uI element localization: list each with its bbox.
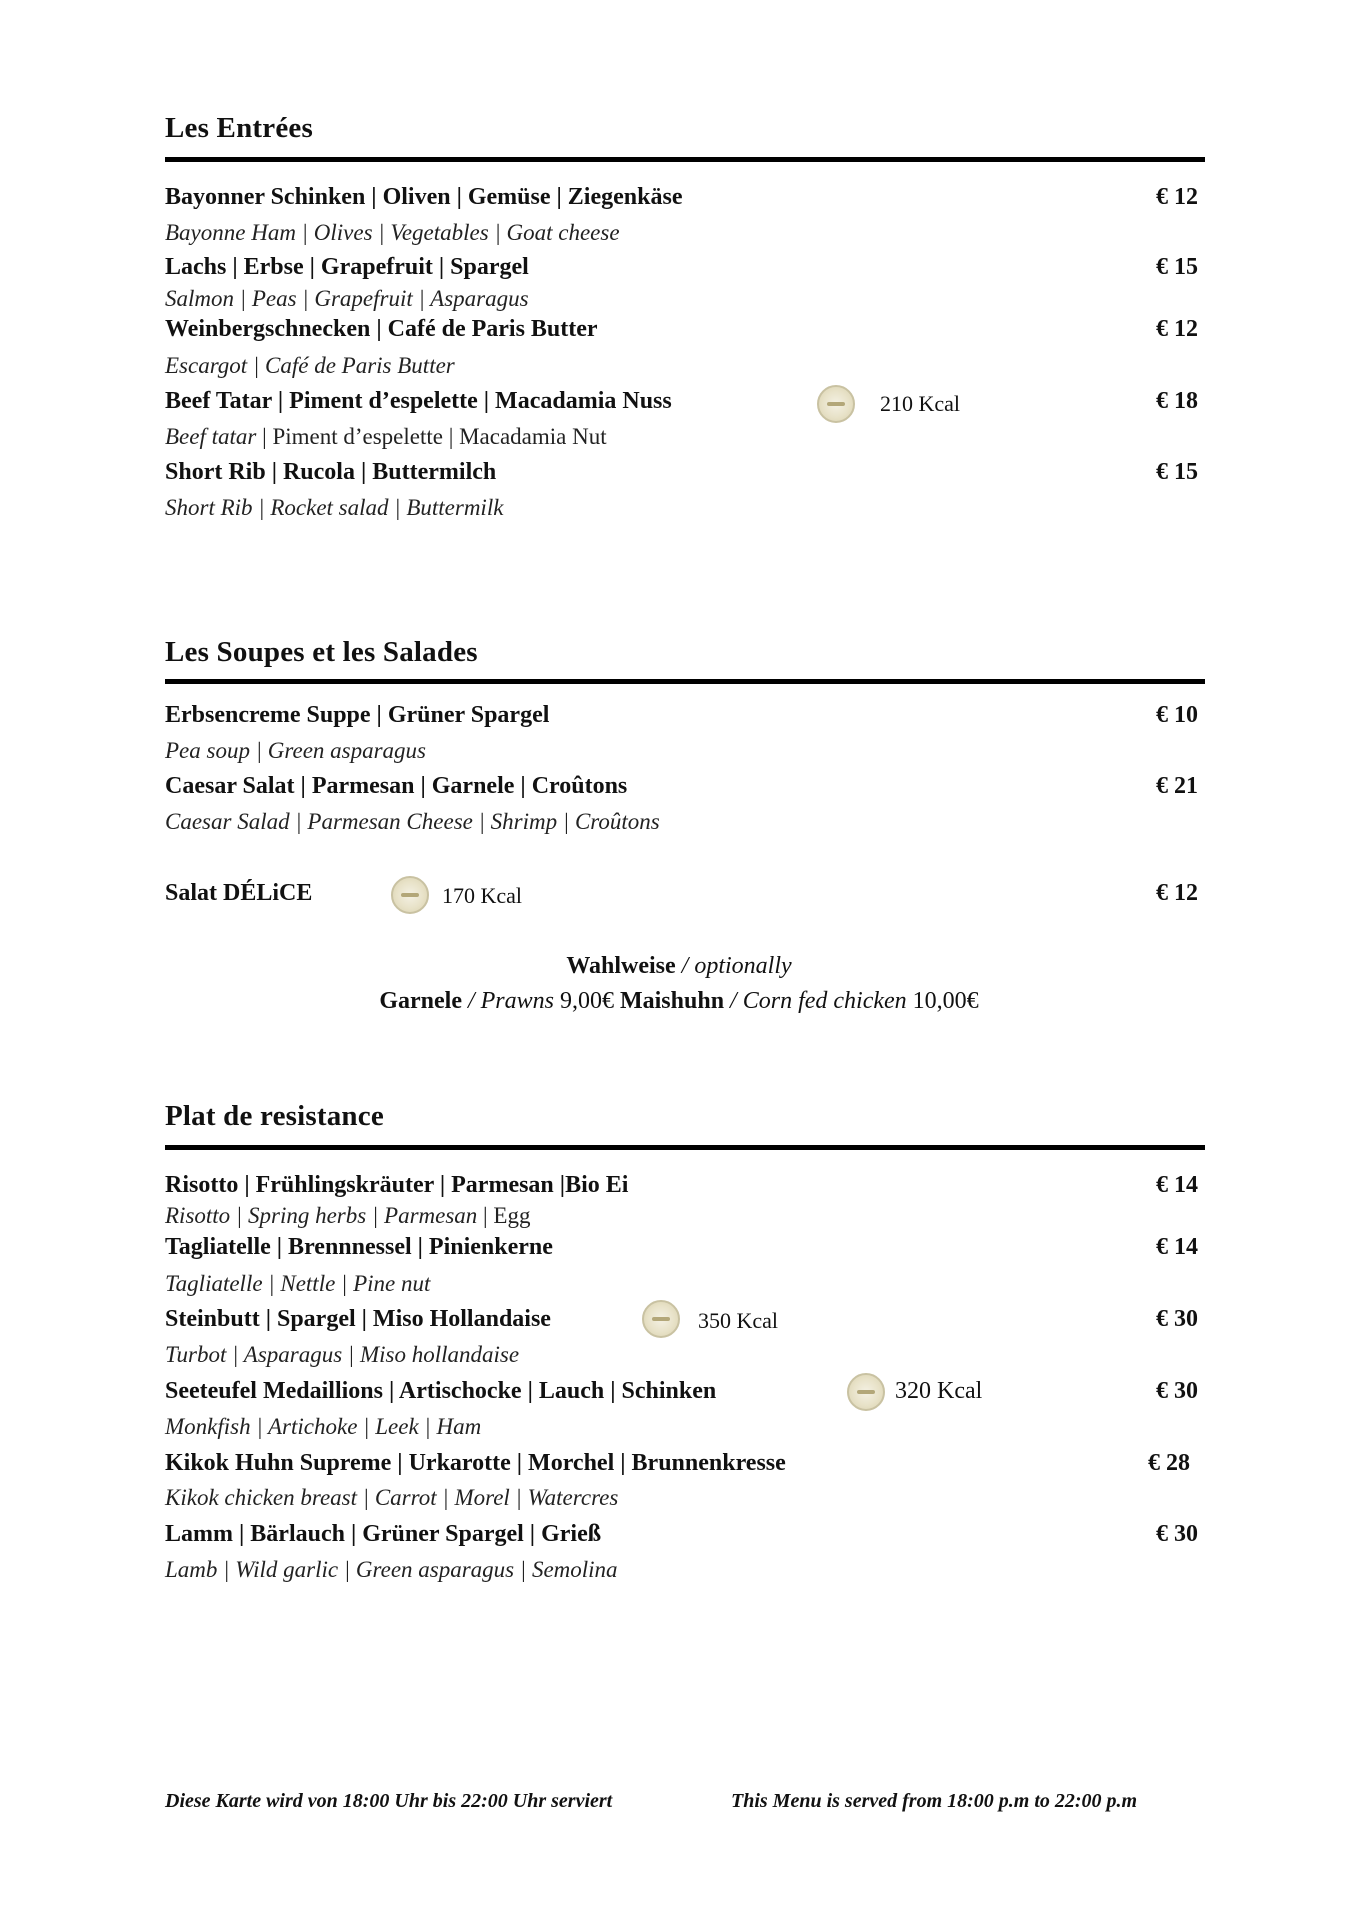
footer-serving-hours-en: This Menu is served from 18:00 p.m to 22:00 p.m <box>731 1790 1138 1812</box>
dish-translation: Salmon | Peas | Grapefruit | Asparagus <box>165 286 529 311</box>
seal-icon <box>642 1300 680 1338</box>
dish-price: € 30 <box>1156 1521 1198 1547</box>
dish-price: € 15 <box>1156 459 1198 485</box>
dish-price: € 30 <box>1156 1378 1198 1404</box>
dish-translation: Pea soup | Green asparagus <box>165 738 427 763</box>
dish-name: Caesar Salat | Parmesan | Garnele | Croûtons <box>165 773 628 799</box>
dish-name: Kikok Huhn Supreme | Urkarotte | Morchel | Brunnenkresse <box>165 1450 786 1476</box>
dish-translation: Short Rib | Rocket salad | Buttermilk <box>165 495 504 520</box>
calorie-label: 350 Kcal <box>698 1308 779 1333</box>
dish-name: Beef Tatar | Piment d’espelette | Macadamia Nuss <box>165 388 672 414</box>
dish-price: € 18 <box>1156 388 1198 414</box>
section-title-soups-salads: Les Soupes et les Salades <box>165 636 478 668</box>
calorie-label: 320 Kcal <box>895 1378 983 1404</box>
dish-price: € 21 <box>1156 773 1198 799</box>
dish-price: € 12 <box>1156 316 1198 342</box>
optional-addons-list: Garnele / Prawns 9,00€ Maishuhn / Corn fed chicken 10,00€ <box>379 988 979 1014</box>
dish-translation: Monkfish | Artichoke | Leek | Ham <box>165 1414 482 1439</box>
dish-price: € 30 <box>1156 1306 1198 1332</box>
seal-icon <box>391 876 429 914</box>
footer-serving-hours-de: Diese Karte wird von 18:00 Uhr bis 22:00 Uhr serviert <box>165 1790 613 1812</box>
dish-translation: Escargot | Café de Paris Butter <box>165 353 455 378</box>
dish-name: Bayonner Schinken | Oliven | Gemüse | Ziegenkäse <box>165 184 683 210</box>
dish-price: € 28 <box>1148 1450 1190 1476</box>
dish-name: Lachs | Erbse | Grapefruit | Spargel <box>165 254 529 280</box>
section-divider <box>165 1145 1205 1150</box>
dish-name: Lamm | Bärlauch | Grüner Spargel | Grieß <box>165 1521 602 1547</box>
dish-translation: Kikok chicken breast | Carrot | Morel | Watercres <box>165 1485 619 1510</box>
dish-translation: Beef tatar | Piment d’espelette | Macadamia Nut <box>165 424 607 449</box>
dish-price: € 12 <box>1156 880 1198 906</box>
dish-price: € 14 <box>1156 1172 1198 1198</box>
dish-name: Salat DÉLiCE <box>165 880 313 906</box>
dish-translation: Risotto | Spring herbs | Parmesan | Egg <box>165 1203 531 1228</box>
section-divider <box>165 157 1205 162</box>
dish-translation: Lamb | Wild garlic | Green asparagus | Semolina <box>165 1557 618 1582</box>
seal-icon <box>847 1373 885 1411</box>
calorie-label: 210 Kcal <box>880 391 961 416</box>
section-title-mains: Plat de resistance <box>165 1100 384 1132</box>
dish-price: € 12 <box>1156 184 1198 210</box>
dish-name: Erbsencreme Suppe | Grüner Spargel <box>165 702 550 728</box>
seal-icon <box>817 385 855 423</box>
calorie-label: 170 Kcal <box>442 883 523 908</box>
dish-price: € 10 <box>1156 702 1198 728</box>
dish-translation: Caesar Salad | Parmesan Cheese | Shrimp | Croûtons <box>165 809 660 834</box>
dish-translation: Bayonne Ham | Olives | Vegetables | Goat cheese <box>165 220 620 245</box>
dish-name: Tagliatelle | Brennnessel | Pinienkerne <box>165 1234 553 1260</box>
optional-addons-heading: Wahlweise / optionally <box>566 953 792 979</box>
section-title-entrees: Les Entrées <box>165 112 313 144</box>
dish-price: € 15 <box>1156 254 1198 280</box>
dish-name: Seeteufel Medaillions | Artischocke | Lauch | Schinken <box>165 1378 717 1404</box>
dish-translation: Tagliatelle | Nettle | Pine nut <box>165 1271 431 1296</box>
dish-price: € 14 <box>1156 1234 1198 1260</box>
dish-name: Short Rib | Rucola | Buttermilch <box>165 459 497 485</box>
dish-name: Risotto | Frühlingskräuter | Parmesan |Bio Ei <box>165 1172 629 1198</box>
dish-name: Weinbergschnecken | Café de Paris Butter <box>165 316 598 342</box>
section-divider <box>165 679 1205 684</box>
dish-name: Steinbutt | Spargel | Miso Hollandaise <box>165 1306 551 1332</box>
dish-translation: Turbot | Asparagus | Miso hollandaise <box>165 1342 520 1367</box>
